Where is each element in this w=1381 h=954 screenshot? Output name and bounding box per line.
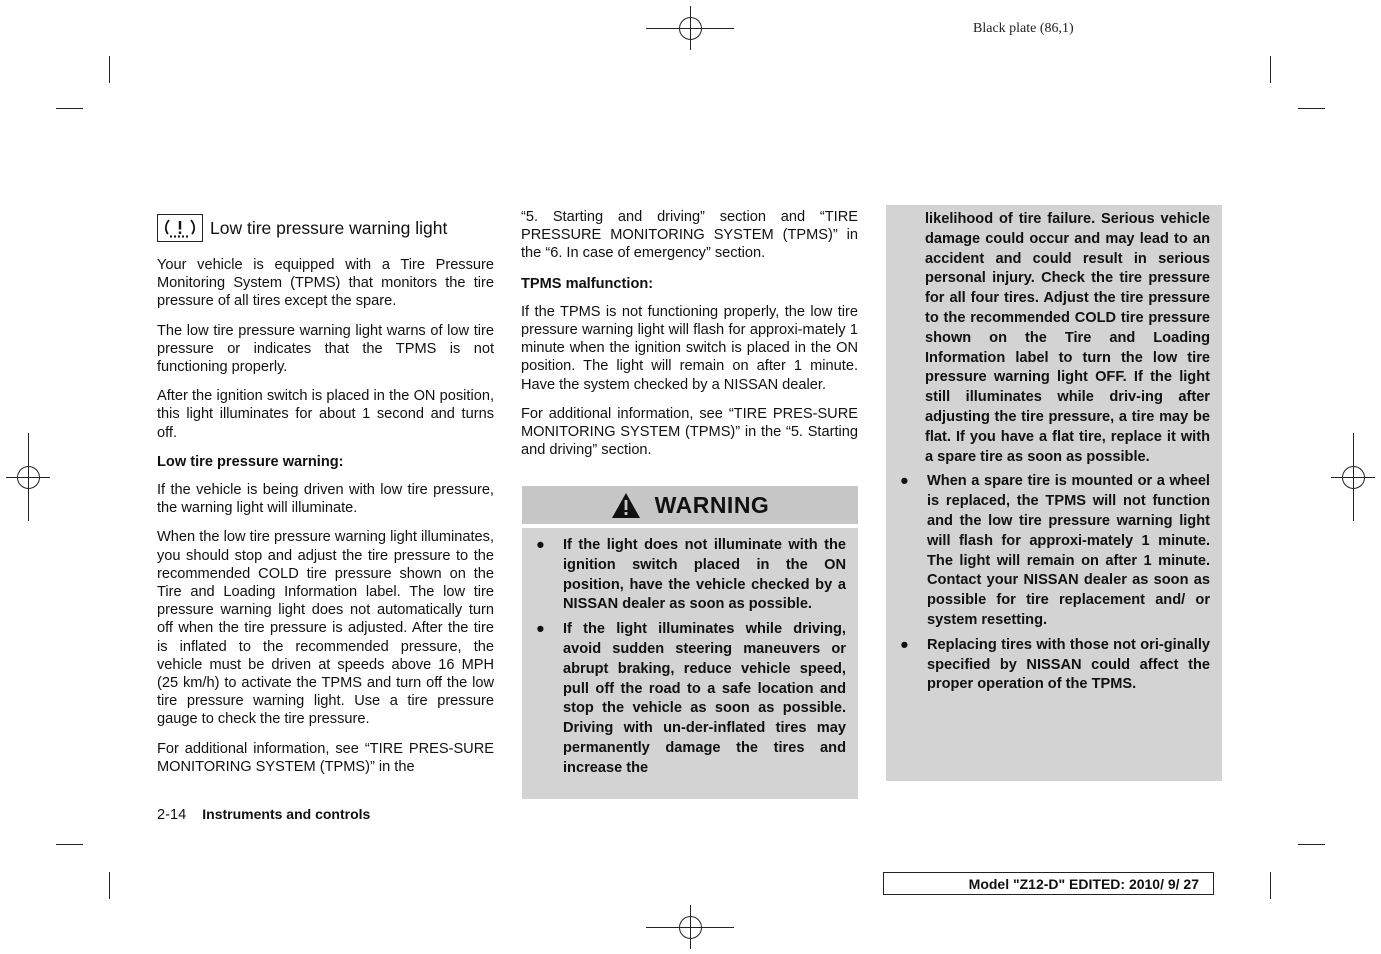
bullet: ● (536, 537, 545, 553)
warning-item (534, 536, 846, 615)
bullet: ● (900, 473, 909, 490)
column-2 (521, 208, 858, 470)
warning-item-text: Replacing tires with those not ori-ginally specified by NISSAN could affect the proper operation of the TPMS. (927, 636, 1210, 693)
bullet: ● (536, 621, 545, 638)
page-footer (157, 806, 370, 823)
warning-header (522, 486, 858, 524)
warning-title: WARNING (654, 491, 770, 518)
subheading: Low tire pressure warning: (157, 453, 344, 470)
paragraph: For additional information, see “TIRE PRES-SURE MONITORING SYSTEM (TPMS)” in the “5. Starting and driving” section. (521, 405, 858, 459)
paragraph: The low tire pressure warning light warns of low tire pressure or indicates that the TPMS is not functioning properly. (157, 322, 494, 376)
warning-item (898, 472, 1210, 630)
page-number: 2-14 (157, 807, 187, 823)
column-1 (157, 256, 494, 787)
section-heading (157, 214, 447, 242)
paragraph: When the low tire pressure warning light illuminates, you should stop and adjust the tire pressure to the recommended COLD tire pressure shown on the Tire and Loading Information label. The low tire pressure warning light does not automatically turn off when the tire pressure is adjusted. After the tire is inflated to the recommended pressure, the vehicle must be driven at speeds above 16 MPH (25 km/h) to activate the TPMS and turn off the low tire pressure warning light. Use a tire pressure gauge to check the tire pressure. (157, 529, 494, 728)
section-name: Instruments and controls (202, 806, 371, 822)
plate-label: Black plate (86,1) (973, 21, 1074, 36)
warning-item (534, 620, 846, 778)
warning-triangle-icon (611, 492, 641, 519)
warning-box (522, 528, 858, 799)
model-edit-box: Model "Z12-D" EDITED: 2010/ 9/ 27 (883, 872, 1214, 895)
section-title: Low tire pressure warning light (210, 217, 448, 238)
warning-item-text: If the light does not illuminate with the ignition switch placed in the ON position, have the vehicle checked by a NISSAN dealer as soon as possible. (563, 537, 846, 613)
paragraph: For additional information, see “TIRE PRES-SURE MONITORING SYSTEM (TPMS)” in the (157, 740, 494, 775)
paragraph: Your vehicle is equipped with a Tire Pressure Monitoring System (TPMS) that monitors the tire pressure of all tires except the spare. (157, 257, 494, 310)
paragraph: After the ignition switch is placed in the ON position, this light illuminates for about 1 second and turns off. (157, 388, 494, 441)
warning-continued-text: likelihood of tire failure. Serious vehicle damage could occur and may lead to an accident and could result in serious personal injury. Check the tire pressure for all four tires. Adjust the tire pressure to the recommended COLD tire pressure shown on the Tire and Loading Information label to turn the low tire pressure warning light OFF. If the light still illuminates while driv-ing after adjusting the tire pressure, a tire may be flat. If you have a flat tire, replace it with a spare tire as soon as possible. (925, 211, 1210, 465)
warning-item-text: If the light illuminates while driving, avoid sudden steering maneuvers or abrupt braking, reduce vehicle speed, pull off the road to a safe location and stop the vehicle as soon as possible. Driving with un-der-inflated tires may permanently damage the tires and increase the (563, 621, 846, 776)
paragraph: If the TPMS is not functioning properly, the low tire pressure warning light will flash for approxi-mately 1 minute when the ignition switch is placed in the ON position. The light will remain on after 1 minute. Have the system checked by a NISSAN dealer. (521, 303, 858, 393)
bullet: ● (900, 636, 909, 653)
warning-item-text: When a spare tire is mounted or a wheel is replaced, the TPMS will not function and the low tire pressure warning light will flash for approxi-mately 1 minute. The light will remain on after 1 minute. Contact your NISSAN dealer as soon as possible for tire replacement and/ or system resetting. (927, 473, 1210, 628)
tire-pressure-warning-icon (157, 214, 203, 242)
paragraph: If the vehicle is being driven with low tire pressure, the warning light will illuminate. (157, 482, 494, 517)
warning-box-continued (886, 205, 1222, 781)
subheading: TPMS malfunction: (521, 275, 654, 292)
paragraph: “5. Starting and driving” section and “TIRE PRESSURE MONITORING SYSTEM (TPMS)” in the “6. In case of emergency” section. (521, 209, 858, 262)
warning-item (898, 636, 1210, 695)
